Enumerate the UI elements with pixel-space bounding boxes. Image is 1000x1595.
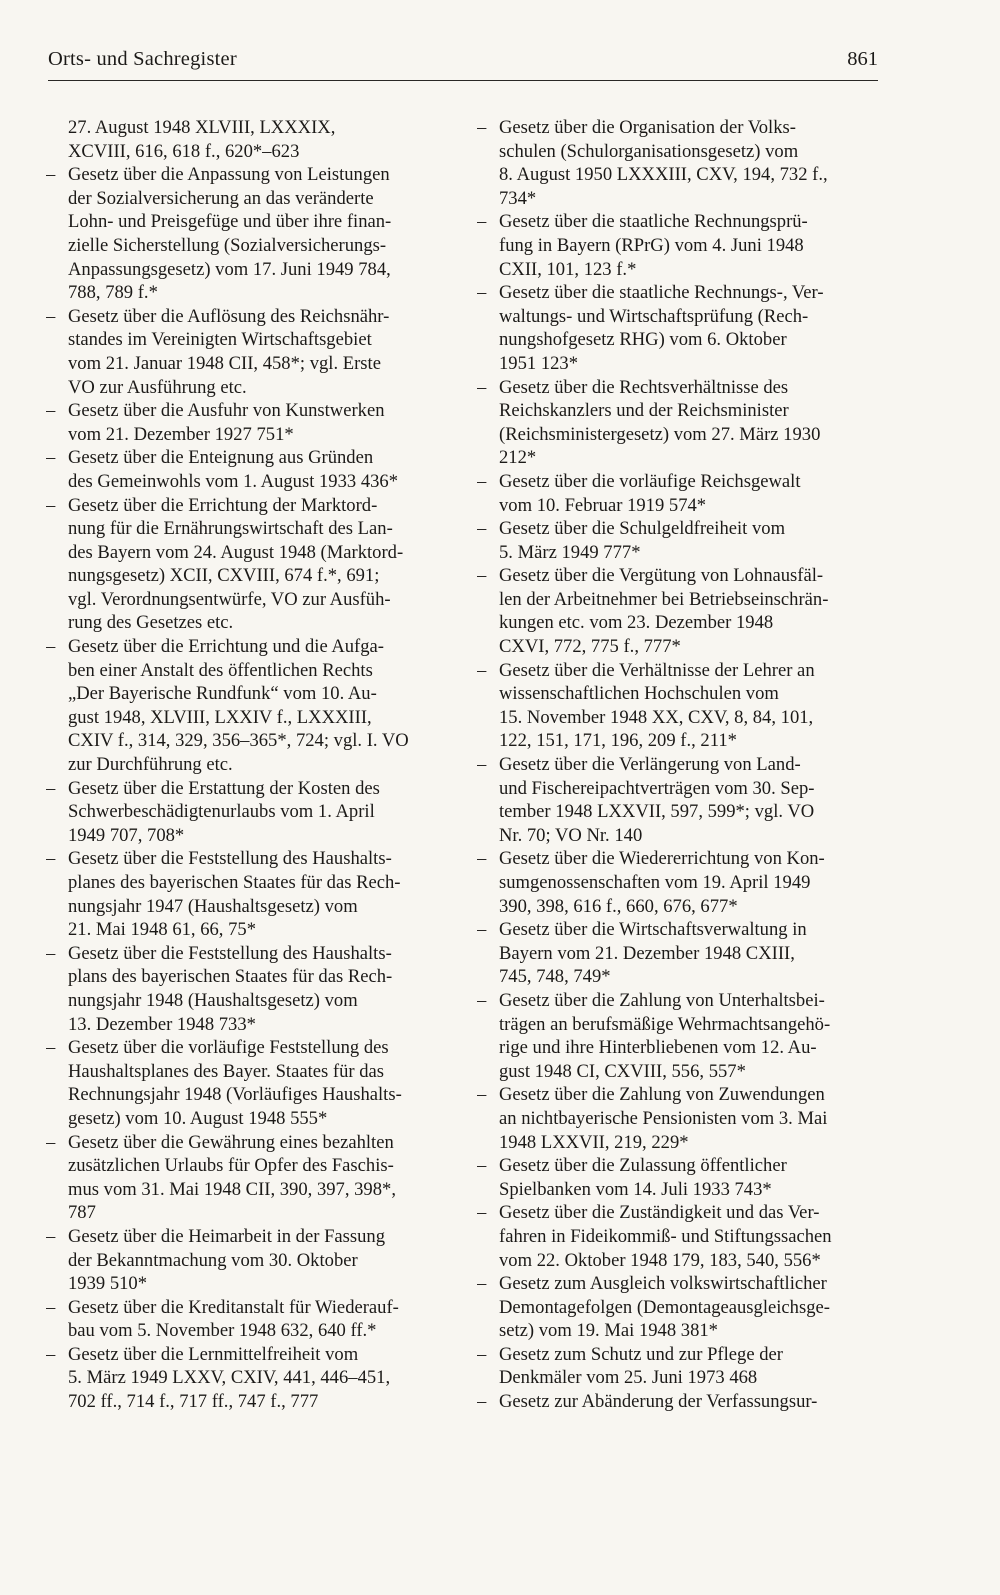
entry-text: Demontagefolgen (Demontageausgleichsge- (499, 1296, 830, 1318)
index-entry-line (477, 1296, 872, 1320)
index-entry-line (46, 706, 441, 730)
entry-text: 788, 789 f.* (68, 282, 158, 304)
index-entry-line (46, 328, 441, 352)
entry-text: Gesetz über die Zahlung von Zuwendungen (499, 1084, 825, 1106)
index-entry-line (46, 1249, 441, 1273)
entry-dash: – (46, 1131, 56, 1153)
index-entry-line (477, 1366, 872, 1390)
entry-text: Gesetz über die Lernmittelfreiheit vom (68, 1343, 359, 1365)
entry-text: nungsjahr 1948 (Haushaltsgesetz) vom (68, 989, 358, 1011)
index-entry-start (477, 1083, 872, 1107)
index-entry-start (477, 918, 872, 942)
entry-text: vom 21. Januar 1948 CII, 458*; vgl. Erste (68, 352, 381, 374)
entry-text: 787 (68, 1202, 96, 1224)
index-entry-start (46, 446, 441, 470)
entry-text: CXVI, 772, 775 f., 777* (499, 636, 681, 658)
index-entry-line (477, 352, 872, 376)
index-entry-start (477, 1343, 872, 1367)
entry-dash: – (46, 447, 56, 469)
index-entry-line (477, 305, 872, 329)
index-entry-start (477, 1390, 872, 1414)
index-entry-line (46, 800, 441, 824)
index-entry-line (477, 1060, 872, 1084)
index-entry-line (46, 682, 441, 706)
index-entry-start (477, 753, 872, 777)
index-entry-start (46, 847, 441, 871)
entry-text: vgl. Verordnungsentwürfe, VO zur Ausfüh- (68, 588, 391, 610)
entry-text: 1939 510* (68, 1273, 148, 1295)
index-entry-line (477, 965, 872, 989)
entry-text: Schwerbeschädigtenurlaubs vom 1. April (68, 801, 375, 823)
entry-text: VO zur Ausführung etc. (68, 376, 247, 398)
index-entry-start (477, 1272, 872, 1296)
page-header (48, 44, 878, 81)
index-entry-line (46, 1272, 441, 1296)
index-entry-line (46, 564, 441, 588)
entry-dash: – (46, 305, 56, 327)
index-entry-line (46, 1201, 441, 1225)
entry-text: Gesetz über die Organisation der Volks- (499, 117, 796, 138)
index-entry-line (477, 635, 872, 659)
index-entry-line (46, 1013, 441, 1037)
entry-text: zusätzlichen Urlaubs für Opfer des Faschis- (68, 1155, 394, 1177)
entry-dash: – (46, 1037, 56, 1059)
index-entry-line (46, 989, 441, 1013)
entry-text: vom 10. Februar 1919 574* (499, 494, 707, 516)
entry-dash: – (477, 1391, 487, 1413)
entry-text: „Der Bayerische Rundfunk“ vom 10. Au- (68, 683, 377, 705)
entry-text: des Gemeinwohls vom 1. August 1933 436* (68, 470, 399, 492)
entry-text: nungsjahr 1947 (Haushaltsgesetz) vom (68, 895, 358, 917)
index-entry-start (477, 989, 872, 1013)
index-entry-line (46, 376, 441, 400)
index-entry-line (477, 1225, 872, 1249)
entry-text: wissenschaftlichen Hochschulen vom (499, 683, 779, 705)
index-entry-start (477, 116, 872, 140)
entry-text: Gesetz über die Feststellung des Haushalts- (68, 848, 392, 870)
entry-text: 21. Mai 1948 61, 66, 75* (68, 919, 256, 941)
index-entry-line (46, 234, 441, 258)
entry-text: Gesetz über die Feststellung des Haushalts- (68, 942, 392, 964)
index-entry-line (46, 1154, 441, 1178)
entry-text: kungen etc. vom 23. Dezember 1948 (499, 612, 774, 634)
index-entry-line (46, 1083, 441, 1107)
entry-text: Gesetz über die Zuständigkeit und das Ver- (499, 1202, 820, 1224)
entry-text: fahren in Fideikommiß- und Stiftungssachen (499, 1225, 832, 1247)
index-entry-line (477, 1131, 872, 1155)
entry-text: schulen (Schulorganisationsgesetz) vom (499, 140, 799, 162)
entry-text: Gesetz über die vorläufige Reichsgewalt (499, 470, 801, 492)
index-entry-start (46, 1225, 441, 1249)
entry-text: Gesetz über die Ausfuhr von Kunstwerken (68, 400, 385, 422)
index-entry-line (477, 800, 872, 824)
entry-dash: – (477, 919, 487, 941)
index-entry-line (46, 895, 441, 919)
entry-text: vom 21. Dezember 1927 751* (68, 423, 294, 445)
entry-text: Gesetz über die Vergütung von Lohnausfäl- (499, 565, 824, 587)
index-entry-line (477, 187, 872, 211)
entry-text: Gesetz über die Verhältnisse der Lehrer an (499, 659, 815, 681)
index-entry-start (46, 494, 441, 518)
entry-text: Denkmäler vom 25. Juni 1973 468 (499, 1367, 758, 1389)
index-entry-start (46, 942, 441, 966)
entry-text: rung des Gesetzes etc. (68, 612, 234, 634)
entry-text: gesetz) vom 10. August 1948 555* (68, 1107, 328, 1129)
entry-dash: – (477, 1343, 487, 1365)
index-entry-line (46, 140, 441, 164)
entry-text: tember 1948 LXXVII, 597, 599*; vgl. VO (499, 801, 815, 823)
index-entry-start (477, 376, 872, 400)
running-head-title: Orts- und Sachregister (48, 48, 237, 70)
entry-text: Gesetz über die Errichtung der Marktord- (68, 494, 378, 516)
index-entry-line (477, 611, 872, 635)
entry-dash: – (46, 1343, 56, 1365)
index-entry-line (477, 258, 872, 282)
entry-text: gust 1948, XLVIII, LXXIV f., LXXXIII, (68, 706, 372, 728)
index-entry-line (477, 1013, 872, 1037)
entry-text: 5. März 1949 777* (499, 541, 641, 563)
entry-dash: – (477, 1155, 487, 1177)
entry-text: Gesetz zum Ausgleich volkswirtschaftlicher (499, 1273, 827, 1295)
index-entry-line (477, 163, 872, 187)
entry-text: 1948 LXXVII, 219, 229* (499, 1131, 689, 1153)
index-entry-start (477, 847, 872, 871)
entry-text: zur Durchführung etc. (68, 754, 233, 776)
index-entry-line (46, 281, 441, 305)
index-entry-line (477, 706, 872, 730)
index-entry-start (477, 470, 872, 494)
index-entry-line (477, 588, 872, 612)
index-entry-line (477, 871, 872, 895)
index-entry-start (477, 1154, 872, 1178)
page-number: 861 (847, 48, 878, 70)
index-entry-line (477, 824, 872, 848)
entry-text: vom 22. Oktober 1948 179, 183, 540, 556* (499, 1249, 821, 1271)
index-entry-line (46, 753, 441, 777)
index-entry-line (46, 1178, 441, 1202)
entry-text: sumgenossenschaften vom 19. April 1949 (499, 872, 811, 893)
entry-text: Gesetz über die Enteignung aus Gründen (68, 447, 374, 469)
entry-dash: – (477, 1202, 487, 1224)
index-entry-line (477, 140, 872, 164)
entry-dash: – (46, 942, 56, 964)
entry-text: nung für die Ernährungswirtschaft des Lan- (68, 518, 393, 540)
index-entry-line (477, 494, 872, 518)
index-entry-start (46, 163, 441, 187)
entry-dash: – (46, 1296, 56, 1318)
entry-dash: – (477, 470, 487, 492)
entry-text: 27. August 1948 XLVIII, LXXXIX, (68, 117, 336, 138)
index-column-right (477, 116, 872, 1414)
index-entry-line (46, 611, 441, 635)
entry-text: trägen an berufsmäßige Wehrmachtsangehö- (499, 1013, 831, 1035)
entry-dash: – (46, 494, 56, 516)
entry-text: Gesetz über die staatliche Rechnungsprü- (499, 211, 808, 233)
entry-text: der Sozialversicherung an das veränderte (68, 187, 374, 209)
index-entry-line (46, 187, 441, 211)
index-entry-start (477, 659, 872, 683)
index-entry-line (46, 824, 441, 848)
entry-text: Gesetz zur Abänderung der Verfassungsur- (499, 1391, 818, 1413)
index-entry-start (46, 777, 441, 801)
entry-text: 15. November 1948 XX, CXV, 8, 84, 101, (499, 706, 814, 728)
index-entry-line (477, 446, 872, 470)
entry-dash: – (477, 117, 487, 138)
index-entry-start (477, 1201, 872, 1225)
index-entry-line (46, 352, 441, 376)
index-entry-line (477, 1249, 872, 1273)
entry-text: waltungs- und Wirtschaftsprüfung (Rech- (499, 305, 809, 327)
index-entry-line (477, 1107, 872, 1131)
entry-text: Gesetz zum Schutz und zur Pflege der (499, 1343, 783, 1365)
entry-text: des Bayern vom 24. August 1948 (Marktord- (68, 541, 404, 563)
entry-text: Gesetz über die vorläufige Feststellung des (68, 1037, 389, 1059)
index-entry-start (477, 517, 872, 541)
index-entry-line (46, 871, 441, 895)
entry-text: Rechnungsjahr 1948 (Vorläufiges Haushalts- (68, 1084, 402, 1106)
index-column-left (46, 116, 441, 1414)
entry-dash: – (477, 659, 487, 681)
entry-dash: – (477, 754, 487, 776)
index-entry-line (46, 116, 441, 140)
entry-text: Gesetz über die Auflösung des Reichsnähr- (68, 305, 390, 327)
entry-text: Gesetz über die Zahlung von Unterhaltsbei- (499, 989, 825, 1011)
index-entry-start (46, 1036, 441, 1060)
index-entry-line (46, 659, 441, 683)
entry-text: Gesetz über die Wiedererrichtung von Kon- (499, 848, 825, 870)
entry-dash: – (477, 848, 487, 870)
entry-text: rige und ihre Hinterbliebenen vom 12. Au- (499, 1037, 817, 1059)
index-entry-line (477, 541, 872, 565)
entry-dash: – (46, 848, 56, 870)
entry-text: an nichtbayerische Pensionisten vom 3. Mai (499, 1107, 828, 1129)
entry-dash: – (477, 376, 487, 398)
entry-text: der Bekanntmachung vom 30. Oktober (68, 1249, 358, 1271)
entry-text: len der Arbeitnehmer bei Betriebseinschrän- (499, 588, 829, 610)
index-entry-line (46, 918, 441, 942)
entry-dash: – (46, 1225, 56, 1247)
index-entry-line (477, 234, 872, 258)
index-entry-line (46, 541, 441, 565)
index-entry-line (477, 1178, 872, 1202)
index-entry-line (46, 210, 441, 234)
index-entry-line (477, 942, 872, 966)
entry-text: Nr. 70; VO Nr. 140 (499, 824, 643, 846)
entry-text: Gesetz über die Schulgeldfreiheit vom (499, 518, 786, 540)
entry-text: Gesetz über die Erstattung der Kosten des (68, 777, 380, 799)
index-entry-line (46, 965, 441, 989)
entry-text: bau vom 5. November 1948 632, 640 ff.* (68, 1320, 377, 1342)
index-entry-line (46, 1366, 441, 1390)
index-entry-line (46, 1060, 441, 1084)
entry-dash: – (46, 636, 56, 658)
entry-text: Bayern vom 21. Dezember 1948 CXIII, (499, 942, 795, 964)
entry-dash: – (477, 282, 487, 304)
index-entry-start (46, 635, 441, 659)
index-entry-start (46, 1296, 441, 1320)
entry-dash: – (477, 1273, 487, 1295)
entry-text: setz) vom 19. Mai 1948 381* (499, 1320, 718, 1342)
entry-text: Gesetz über die Kreditanstalt für Wiederauf- (68, 1296, 399, 1318)
entry-text: 5. März 1949 LXXV, CXIV, 441, 446–451, (68, 1367, 391, 1389)
index-entry-start (477, 564, 872, 588)
entry-text: nungsgesetz) XCII, CXVIII, 674 f.*, 691; (68, 565, 380, 587)
entry-dash: – (46, 400, 56, 422)
entry-text: nungshofgesetz RHG) vom 6. Oktober (499, 329, 787, 351)
entry-text: Gesetz über die Errichtung und die Aufga- (68, 636, 384, 658)
entry-text: zielle Sicherstellung (Sozialversicherungs- (68, 234, 387, 256)
entry-text: 390, 398, 616 f., 660, 676, 677* (499, 895, 738, 917)
index-entry-line (477, 1036, 872, 1060)
entry-text: ben einer Anstalt des öffentlichen Rechts (68, 659, 373, 681)
index-entry-line (477, 399, 872, 423)
entry-dash: – (477, 518, 487, 540)
entry-text: 122, 151, 171, 196, 209 f., 211* (499, 730, 737, 752)
index-entry-line (477, 729, 872, 753)
entry-text: (Reichsministergesetz) vom 27. März 1930 (499, 423, 821, 445)
entry-text: planes des bayerischen Staates für das Rech- (68, 872, 401, 893)
entry-text: Lohn- und Preisgefüge und über ihre finan- (68, 211, 392, 233)
entry-text: Gesetz über die Rechtsverhältnisse des (499, 376, 789, 398)
entry-text: CXIV f., 314, 329, 356–365*, 724; vgl. I. VO (68, 730, 409, 752)
entry-text: 13. Dezember 1948 733* (68, 1013, 256, 1035)
entry-text: 734* (499, 187, 537, 209)
entry-text: Gesetz über die Zulassung öffentlicher (499, 1155, 787, 1177)
index-entry-line (46, 729, 441, 753)
entry-text: Gesetz über die staatliche Rechnungs-, Ver- (499, 282, 824, 304)
entry-text: XCVIII, 616, 618 f., 620*–623 (68, 140, 300, 162)
entry-text: CXII, 101, 123 f.* (499, 258, 637, 280)
index-entry-line (46, 588, 441, 612)
entry-text: 212* (499, 447, 537, 469)
index-entry-line (477, 777, 872, 801)
entry-dash: – (477, 211, 487, 233)
entry-text: Gesetz über die Gewährung eines bezahlten (68, 1131, 394, 1153)
entry-text: Haushaltsplanes des Bayer. Staates für das (68, 1060, 385, 1082)
entry-text: 1949 707, 708* (68, 824, 185, 846)
index-entry-line (46, 258, 441, 282)
entry-text: 702 ff., 714 f., 717 ff., 747 f., 777 (68, 1391, 319, 1413)
index-entry-line (477, 423, 872, 447)
index-entry-line (46, 1390, 441, 1414)
entry-text: 745, 748, 749* (499, 966, 611, 988)
entry-dash: – (477, 1084, 487, 1106)
index-entry-line (477, 682, 872, 706)
index-entry-line (46, 517, 441, 541)
entry-text: Reichskanzlers und der Reichsminister (499, 400, 789, 422)
index-entry-line (477, 328, 872, 352)
entry-text: Spielbanken vom 14. Juli 1933 743* (499, 1178, 772, 1200)
index-entry-line (477, 1319, 872, 1343)
entry-text: standes im Vereinigten Wirtschaftsgebiet (68, 329, 372, 351)
entry-text: Anpassungsgesetz) vom 17. Juni 1949 784, (68, 258, 391, 280)
index-entry-line (46, 1319, 441, 1343)
entry-text: mus vom 31. Mai 1948 CII, 390, 397, 398*, (68, 1178, 396, 1200)
index-entry-start (477, 281, 872, 305)
entry-dash: – (477, 565, 487, 587)
index-entry-start (46, 305, 441, 329)
index-entry-line (477, 895, 872, 919)
entry-text: 8. August 1950 LXXXIII, CXV, 194, 732 f., (499, 164, 828, 186)
entry-text: und Fischereipachtverträgen vom 30. Sep- (499, 777, 815, 799)
entry-text: fung in Bayern (RPrG) vom 4. Juni 1948 (499, 234, 804, 256)
index-entry-line (46, 1107, 441, 1131)
index-entry-line (46, 423, 441, 447)
entry-text: Gesetz über die Verlängerung von Land- (499, 754, 801, 776)
index-entry-line (46, 470, 441, 494)
entry-text: Gesetz über die Heimarbeit in der Fassung (68, 1225, 386, 1247)
index-entry-start (46, 1131, 441, 1155)
entry-text: gust 1948 CI, CXVIII, 556, 557* (499, 1060, 746, 1082)
index-entry-start (46, 399, 441, 423)
index-entry-start (46, 1343, 441, 1367)
entry-text: Gesetz über die Anpassung von Leistungen (68, 164, 390, 186)
entry-dash: – (46, 777, 56, 799)
entry-text: 1951 123* (499, 352, 579, 374)
entry-text: Gesetz über die Wirtschaftsverwaltung in (499, 919, 807, 941)
index-entry-start (477, 210, 872, 234)
entry-text: plans des bayerischen Staates für das Rech- (68, 966, 393, 988)
entry-dash: – (477, 989, 487, 1011)
entry-dash: – (46, 164, 56, 186)
